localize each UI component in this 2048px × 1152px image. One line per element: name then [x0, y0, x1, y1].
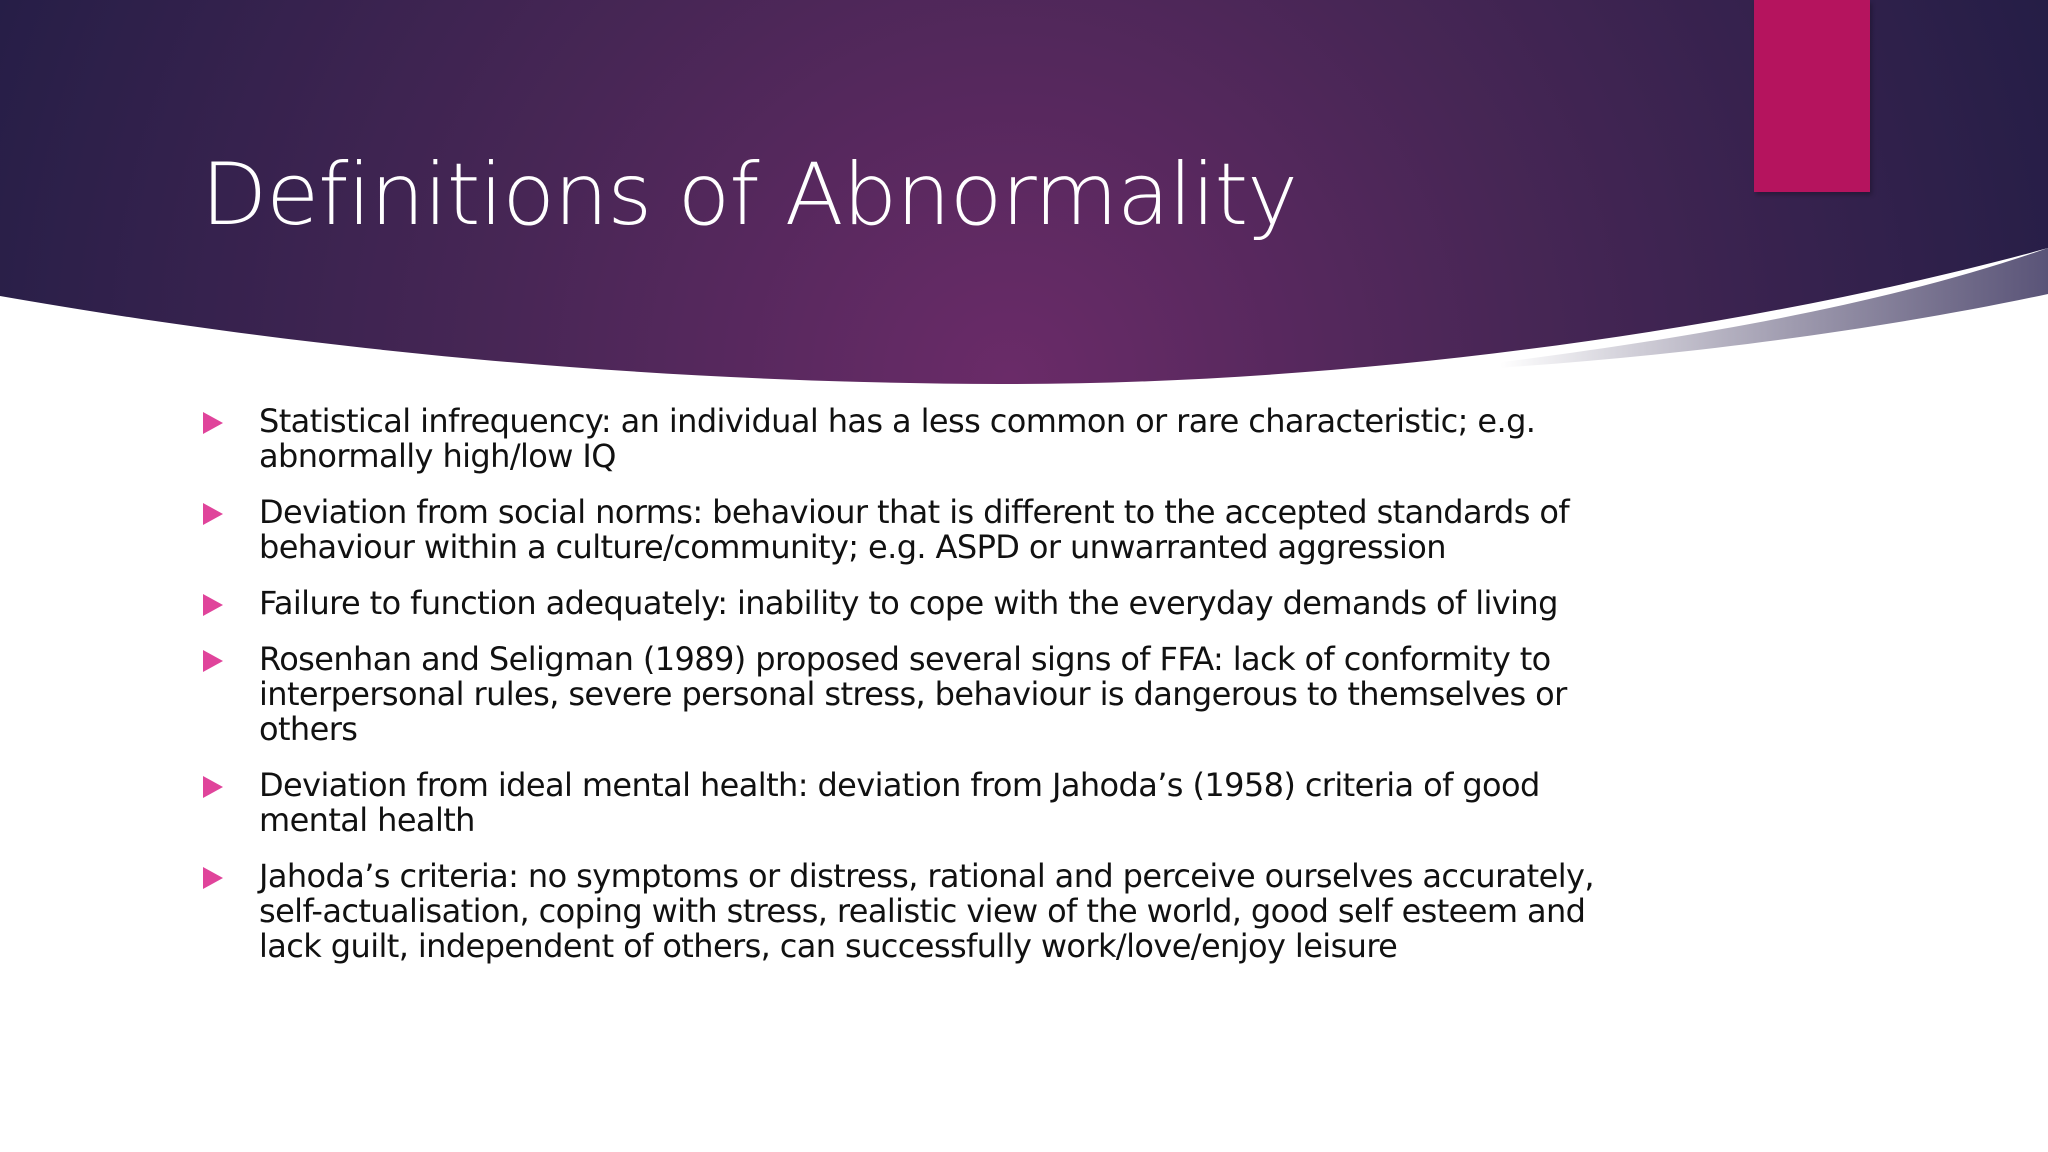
bullet-list — [200, 404, 1650, 985]
triangle-right-icon — [203, 650, 223, 672]
accent-bar — [1754, 0, 1870, 192]
bullet-text: Statistical infrequency: an individual has a less common or rare characteristic; e.g. abnormally high/low IQ — [259, 402, 1536, 475]
bullet-item — [200, 642, 1650, 747]
triangle-right-icon — [203, 412, 223, 434]
bullet-item — [200, 495, 1650, 565]
bullet-text: Jahoda’s criteria: no symptoms or distress, rational and perceive ourselves accurately, self-actualisation, coping with stress, realistic view of the world, good self esteem and lack guilt, independent of others, can successfully work/love/enjoy leisure — [259, 857, 1594, 965]
bullet-text: Deviation from ideal mental health: deviation from Jahoda’s (1958) criteria of good mental health — [259, 766, 1540, 839]
slide-title: Definitions of Abnormality — [201, 145, 1298, 245]
bullet-text: Failure to function adequately: inability to cope with the everyday demands of living — [259, 584, 1558, 622]
bullet-item — [200, 404, 1650, 474]
triangle-right-icon — [203, 503, 223, 525]
triangle-right-icon — [203, 867, 223, 889]
bullet-item — [200, 768, 1650, 838]
bullet-text: Rosenhan and Seligman (1989) proposed several signs of FFA: lack of conformity to interpersonal rules, severe personal stress, behaviour is dangerous to themselves or others — [259, 640, 1567, 748]
bullet-text: Deviation from social norms: behaviour that is different to the accepted standards of behaviour within a culture/community; e.g. ASPD or unwarranted aggression — [259, 493, 1570, 566]
triangle-right-icon — [203, 594, 223, 616]
bullet-item — [200, 859, 1650, 964]
bullet-item — [200, 586, 1650, 621]
triangle-right-icon — [203, 776, 223, 798]
